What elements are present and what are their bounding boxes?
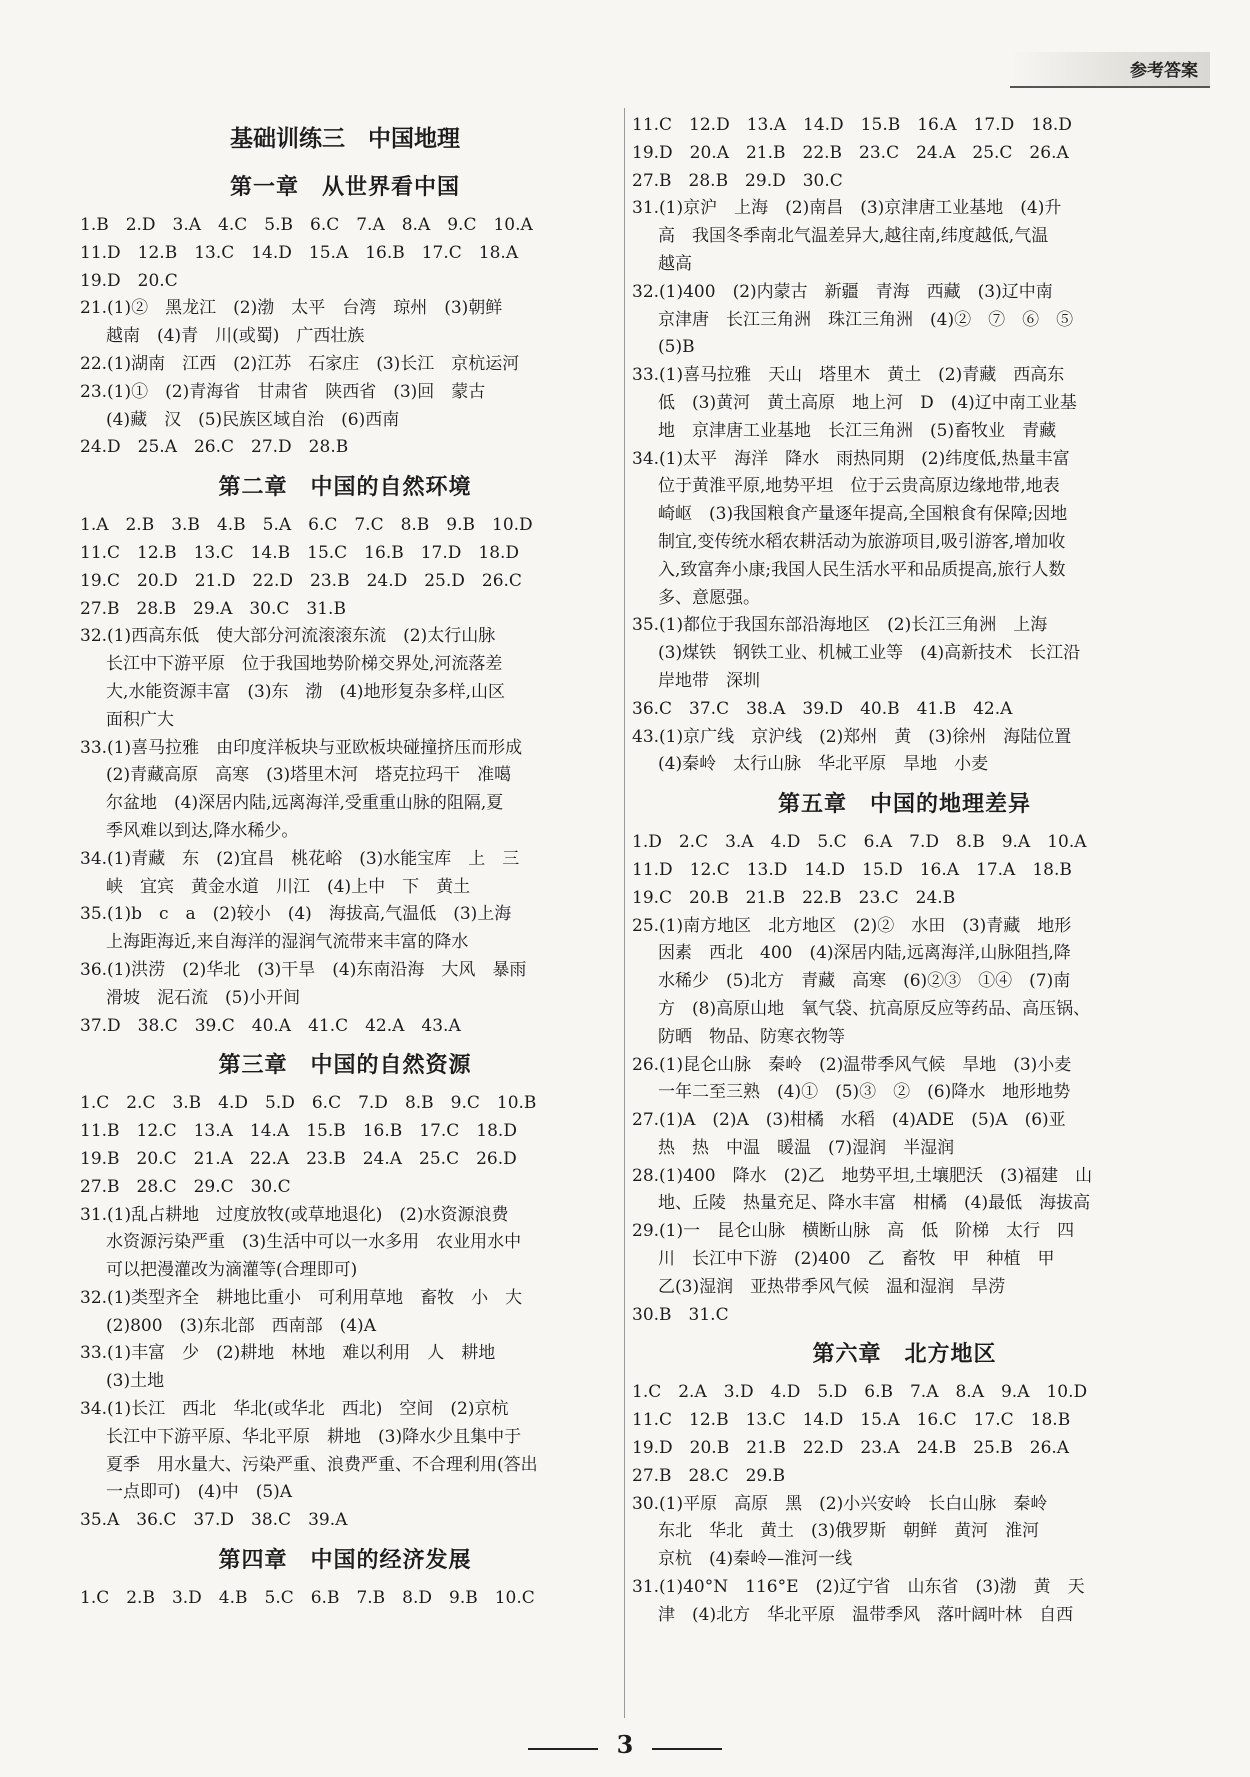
answer-line: 24.D 25.A 26.C 27.D 28.B: [80, 437, 349, 458]
answer-line: 23.(1)① (2)青海省 甘肃省 陕西省 (3)回 蒙古: [80, 381, 486, 402]
answer-line: 入,致富奔小康;我国人民生活水平和品质提高,旅行人数: [658, 559, 1066, 580]
answer-line: 东北 华北 黄土 (3)俄罗斯 朝鲜 黄河 淮河: [658, 1521, 1040, 1542]
answer-line: 35.A 36.C 37.D 38.C 39.A: [80, 1510, 348, 1531]
left-column: [80, 112, 610, 1613]
section-title: 基础训练三 中国地理: [230, 126, 460, 152]
answer-line: 1.C 2.A 3.D 4.D 5.D 6.B 7.A 8.A 9.A 10.D: [632, 1382, 1088, 1403]
answer-line: 35.(1)都位于我国东部沿海地区 (2)长江三角洲 上海: [632, 615, 1048, 636]
page-footer: [0, 1730, 1250, 1759]
answer-line: 29.(1)一 昆仑山脉 横断山脉 高 低 阶梯 太行 四: [632, 1221, 1075, 1242]
answer-line: 京杭 (4)秦岭—淮河一线: [658, 1549, 853, 1570]
answer-line: 乙(3)湿润 亚热带季风气候 温和湿润 旱涝: [658, 1276, 1006, 1297]
chapter-heading: 第二章 中国的自然环境: [218, 475, 472, 501]
answer-line: 32.(1)类型齐全 耕地比重小 可利用草地 畜牧 小 大: [80, 1287, 523, 1308]
footer-ornament-left: [528, 1748, 598, 1750]
answer-line: 11.D 12.C 13.D 14.D 15.D 16.A 17.A 18.B: [632, 859, 1072, 880]
answer-line: 21.(1)② 黑龙江 (2)渤 太平 台湾 琼州 (3)朝鲜: [80, 298, 503, 319]
answer-line: 32.(1)西高东低 使大部分河流滚滚东流 (2)太行山脉: [80, 626, 496, 647]
answer-line: 地 京津唐工业基地 长江三角洲 (5)畜牧业 青藏: [658, 420, 1057, 441]
answer-line: 19.C 20.B 21.B 22.B 23.C 24.B: [632, 887, 956, 908]
answer-line: 1.C 2.C 3.B 4.D 5.D 6.C 7.D 8.B 9.C 10.B: [80, 1093, 537, 1114]
answer-line: (5)B: [658, 337, 695, 358]
answer-line: 峡 宜宾 黄金水道 川江 (4)上中 下 黄土: [106, 876, 471, 897]
answer-line: 水稀少 (5)北方 青藏 高寒 (6)②③ ①④ (7)南: [658, 971, 1071, 992]
answer-line: 30.(1)平原 高原 黑 (2)小兴安岭 长白山脉 秦岭: [632, 1493, 1048, 1514]
answer-line: 11.C 12.B 13.C 14.D 15.A 16.C 17.C 18.B: [632, 1410, 1071, 1431]
answer-line: 长江中下游平原、华北平原 耕地 (3)降水少且集中于: [106, 1426, 522, 1447]
answer-line: 30.B 31.C: [632, 1304, 729, 1325]
answer-line: 尔盆地 (4)深居内陆,远离海洋,受重重山脉的阻隔,夏: [106, 793, 504, 814]
answer-line: (2)青藏高原 高寒 (3)塔里木河 塔克拉玛干 准噶: [106, 765, 512, 786]
chapter-heading: 第三章 中国的自然资源: [218, 1053, 472, 1079]
answer-line: 32.(1)400 (2)内蒙古 新疆 青海 西藏 (3)辽中南: [632, 281, 1053, 302]
answer-line: 1.B 2.D 3.A 4.C 5.B 6.C 7.A 8.A 9.C 10.A: [80, 215, 533, 235]
answer-line: 11.C 12.D 13.A 14.D 15.B 16.A 17.D 18.D: [632, 115, 1072, 135]
answer-line: 岸地带 深圳: [658, 670, 760, 691]
answer-line: 因素 西北 400 (4)深居内陆,远离海洋,山脉阻挡,降: [658, 943, 1071, 964]
answer-line: 11.C 12.B 13.C 14.B 15.C 16.B 17.D 18.D: [80, 542, 520, 563]
answer-line: (4)藏 汉 (5)民族区域自治 (6)西南: [106, 409, 400, 430]
answer-line: 34.(1)青藏 东 (2)宜昌 桃花峪 (3)水能宝库 上 三: [80, 848, 520, 869]
answer-line: 1.D 2.C 3.A 4.D 5.C 6.A 7.D 8.B 9.A 10.A: [632, 832, 1087, 853]
answer-line: 位于黄淮平原,地势平坦 位于云贵高原边缘地带,地表: [658, 476, 1060, 497]
answer-line: 热 热 中温 暖温 (7)湿润 半湿润: [658, 1137, 955, 1158]
answer-line: 1.C 2.B 3.D 4.B 5.C 6.B 7.B 8.D 9.B 10.C: [80, 1588, 535, 1609]
answer-line: 22.(1)湖南 江西 (2)江苏 石家庄 (3)长江 京杭运河: [80, 353, 520, 374]
answer-line: 一年二至三熟 (4)① (5)③ ② (6)降水 地形地势: [658, 1082, 1071, 1103]
answer-line: 可以把漫灌改为滴灌等(合理即可): [106, 1260, 358, 1281]
answer-line: 地、丘陵 热量充足、降水丰富 柑橘 (4)最低 海拔高: [658, 1193, 1091, 1214]
footer-ornament-right: [652, 1748, 722, 1750]
answer-line: 35.(1)b c a (2)较小 (4) 海拔高,气温低 (3)上海: [80, 904, 512, 925]
answer-line: 33.(1)喜马拉雅 由印度洋板块与亚欧板块碰撞挤压而形成: [80, 737, 523, 758]
answer-line: 京津唐 长江三角洲 珠江三角洲 (4)② ⑦ ⑥ ⑤: [658, 309, 1074, 330]
answer-line: 36.(1)洪涝 (2)华北 (3)干旱 (4)东南沿海 大风 暴雨: [80, 959, 527, 980]
right-column: [632, 112, 1177, 1630]
answer-line: 面积广大: [106, 709, 174, 730]
answer-line: (3)煤铁 钢铁工业、机械工业等 (4)高新技术 长江沿: [658, 643, 1081, 664]
page-number: 3: [616, 1730, 634, 1759]
answer-line: 川 长江中下游 (2)400 乙 畜牧 甲 种植 甲: [658, 1249, 1055, 1270]
answer-line: 19.D 20.B 21.B 22.D 23.A 24.B 25.B 26.A: [632, 1438, 1070, 1459]
answer-line: 34.(1)长江 西北 华北(或华北 西北) 空间 (2)京杭: [80, 1399, 509, 1420]
chapter-heading: 第五章 中国的地理差异: [777, 792, 1031, 818]
answer-key-tag: [1010, 52, 1210, 88]
answer-line: 津 (4)北方 华北平原 温带季风 落叶阔叶林 自西: [658, 1604, 1074, 1625]
answer-line: 37.D 38.C 39.C 40.A 41.C 42.A 43.A: [80, 1015, 461, 1036]
answer-line: 36.C 37.C 38.A 39.D 40.B 41.B 42.A: [632, 698, 1013, 719]
chapter-heading: 第四章 中国的经济发展: [218, 1548, 472, 1574]
answer-line: 19.D 20.C: [80, 270, 178, 291]
answer-line: 高 我国冬季南北气温差异大,越往南,纬度越低,气温: [658, 226, 1049, 247]
answer-line: 越南 (4)青 川(或蜀) 广西壮族: [106, 326, 365, 347]
answer-line: 19.B 20.C 21.A 22.A 23.B 24.A 25.C 26.D: [80, 1148, 517, 1169]
answer-line: 19.D 20.A 21.B 22.B 23.C 24.A 25.C 26.A: [632, 142, 1069, 163]
answer-line: 43.(1)京广线 京沪线 (2)郑州 黄 (3)徐州 海陆位置: [632, 726, 1072, 747]
answer-line: 27.B 28.C 29.C 30.C: [80, 1176, 291, 1197]
answer-line: 1.A 2.B 3.B 4.B 5.A 6.C 7.C 8.B 9.B 10.D: [80, 515, 533, 536]
answer-line: 27.(1)A (2)A (3)柑橘 水稻 (4)ADE (5)A (6)亚: [632, 1110, 1066, 1131]
answer-key-label: 参考答案: [1130, 61, 1198, 81]
answer-line: 季风难以到达,降水稀少。: [106, 820, 299, 841]
chapter-heading: 第六章 北方地区: [812, 1342, 997, 1368]
answer-line: 27.B 28.B 29.A 30.C 31.B: [80, 598, 346, 619]
answer-line: (4)秦岭 太行山脉 华北平原 旱地 小麦: [658, 754, 989, 775]
answer-line: 31.(1)京沪 上海 (2)南昌 (3)京津唐工业基地 (4)升: [632, 198, 1062, 219]
answer-line: 28.(1)400 降水 (2)乙 地势平坦,土壤肥沃 (3)福建 山: [632, 1165, 1093, 1186]
answer-line: 低 (3)黄河 黄土高原 地上河 D (4)辽中南工业基: [658, 392, 1077, 413]
answer-line: 大,水能资源丰富 (3)东 渤 (4)地形复杂多样,山区: [106, 681, 505, 702]
answer-line: 崎岖 (3)我国粮食产量逐年提高,全国粮食有保障;因地: [658, 504, 1068, 525]
answer-line: 33.(1)丰富 少 (2)耕地 林地 难以利用 人 耕地: [80, 1343, 496, 1364]
answer-line: 多、意愿强。: [658, 587, 760, 608]
answer-line: 制宜,变传统水稻农耕活动为旅游项目,吸引游客,增加收: [658, 531, 1066, 552]
answer-line: 夏季 用水量大、污染严重、浪费严重、不合理利用(答出: [106, 1454, 538, 1475]
answer-line: 31.(1)40°N 116°E (2)辽宁省 山东省 (3)渤 黄 天: [632, 1577, 1085, 1598]
answer-line: 长江中下游平原 位于我国地势阶梯交界处,河流落差: [106, 654, 503, 675]
answer-line: 11.D 12.B 13.C 14.D 15.A 16.B 17.C 18.A: [80, 242, 519, 263]
answer-line: 上海距海近,来自海洋的湿润气流带来丰富的降水: [106, 932, 469, 953]
answer-line: 越高: [658, 253, 692, 274]
answer-line: 滑坡 泥石流 (5)小开间: [106, 987, 301, 1008]
answer-line: 防晒 物品、防寒衣物等: [658, 1026, 845, 1047]
answer-line: 11.B 12.C 13.A 14.A 15.B 16.B 17.C 18.D: [80, 1121, 517, 1142]
answer-line: 33.(1)喜马拉雅 天山 塔里木 黄土 (2)青藏 西高东: [632, 365, 1065, 386]
answer-line: 方 (8)高原山地 氧气袋、抗高原反应等药品、高压锅、: [658, 998, 1091, 1019]
answer-line: 34.(1)太平 海洋 降水 雨热同期 (2)纬度低,热量丰富: [632, 448, 1070, 469]
answer-line: 一点即可) (4)中 (5)A: [106, 1482, 293, 1503]
answer-line: 25.(1)南方地区 北方地区 (2)② 水田 (3)青藏 地形: [632, 915, 1072, 936]
column-divider: [624, 108, 625, 1718]
answer-line: (2)800 (3)东北部 西南部 (4)A: [106, 1315, 376, 1336]
answer-line: 27.B 28.C 29.B: [632, 1465, 786, 1486]
answer-line: 19.C 20.D 21.D 22.D 23.B 24.D 25.D 26.C: [80, 570, 522, 591]
answer-line: 水资源污染严重 (3)生活中可以一水多用 农业用水中: [106, 1232, 522, 1253]
chapter-heading: 第一章 从世界看中国: [229, 175, 460, 200]
answer-line: 27.B 28.B 29.D 30.C: [632, 170, 843, 191]
answer-line: 26.(1)昆仑山脉 秦岭 (2)温带季风气候 旱地 (3)小麦: [632, 1054, 1072, 1075]
answer-line: 31.(1)乱占耕地 过度放牧(或草地退化) (2)水资源浪费: [80, 1204, 509, 1225]
answer-line: (3)土地: [106, 1371, 165, 1392]
